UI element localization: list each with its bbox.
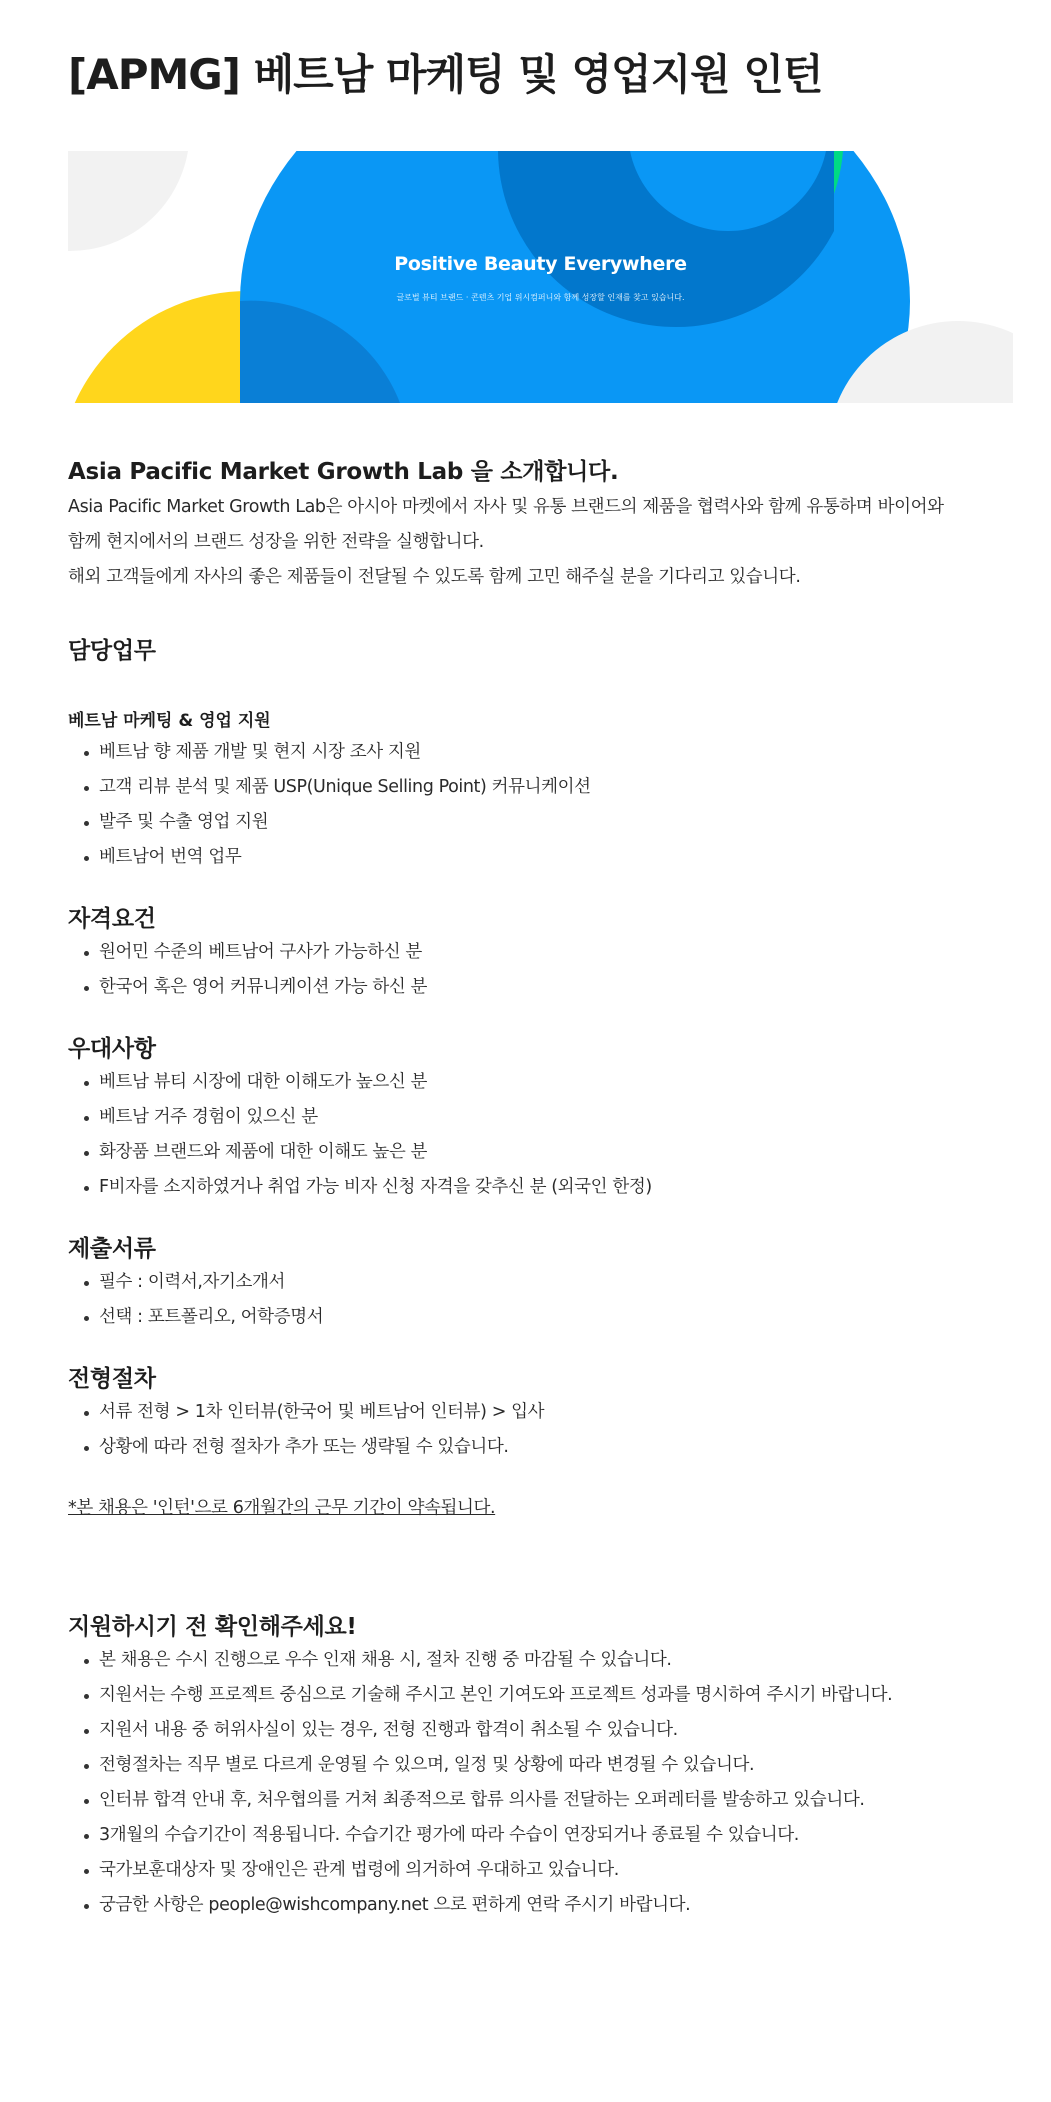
list-item: 베트남어 번역 업무 xyxy=(82,840,983,875)
list-item: F비자를 소지하였거나 취업 가능 비자 신청 자격을 갖추신 분 (외국인 한정) xyxy=(82,1170,983,1205)
intro-line: 함께 현지에서의 브랜드 성장을 위한 전략을 실행합니다. xyxy=(68,532,484,552)
list-item: 상황에 따라 전형 절차가 추가 또는 생략될 수 있습니다. xyxy=(82,1430,983,1465)
page-title: [APMG] 베트남 마케팅 및 영업지원 인턴 xyxy=(68,50,823,99)
banner-graphic xyxy=(68,151,1013,403)
list-item: 전형절차는 직무 별로 다르게 운영될 수 있으며, 일정 및 상황에 따라 변경될 수 있습니다. xyxy=(82,1748,983,1783)
list-item: 궁금한 사항은 people@wishcompany.net 으로 편하게 연락 주시기 바랍니다. xyxy=(82,1888,983,1923)
intro-line: 해외 고객들에게 자사의 좋은 제품들이 전달될 수 있도록 함께 고민 해주실 분을 기다리고 있습니다. xyxy=(68,567,801,587)
list-item: 지원서 내용 중 허위사실이 있는 경우, 전형 진행과 합격이 취소될 수 있습니다. xyxy=(82,1713,983,1748)
documents-list xyxy=(68,1265,983,1335)
list-item: 원어민 수준의 베트남어 구사가 가능하신 분 xyxy=(82,935,983,970)
list-item: 베트남 뷰티 시장에 대한 이해도가 높으신 분 xyxy=(82,1065,983,1100)
qualifications-title: 자격요건 xyxy=(68,906,156,932)
list-item: 국가보훈대상자 및 장애인은 관계 법령에 의거하여 우대하고 있습니다. xyxy=(82,1853,983,1888)
banner-subline: 글로벌 뷰티 브랜드 · 콘텐츠 기업 위시컴퍼니와 함께 성장할 인재를 찾고 있습니다. xyxy=(396,293,685,302)
checklist-title: 지원하시기 전 확인해주세요! xyxy=(68,1614,357,1640)
intro-paragraph xyxy=(68,490,983,595)
documents-title: 제출서류 xyxy=(68,1236,156,1262)
list-item: 인터뷰 합격 안내 후, 처우협의를 거쳐 최종적으로 합류 의사를 전달하는 오퍼레터를 발송하고 있습니다. xyxy=(82,1783,983,1818)
duties-subtitle: 베트남 마케팅 & 영업 지원 xyxy=(68,711,271,731)
list-item: 베트남 거주 경험이 있으신 분 xyxy=(82,1100,983,1135)
intern-notice: *본 채용은 '인턴'으로 6개월간의 근무 기간이 약속됩니다. xyxy=(68,1498,496,1518)
checklist-list xyxy=(68,1643,983,1923)
list-item: 베트남 향 제품 개발 및 현지 시장 조사 지원 xyxy=(82,735,983,770)
list-item: 3개월의 수습기간이 적용됩니다. 수습기간 평가에 따라 수습이 연장되거나 종료될 수 있습니다. xyxy=(82,1818,983,1853)
list-item: 고객 리뷰 분석 및 제품 USP(Unique Selling Point) 커뮤니케이션 xyxy=(82,770,983,805)
hero-banner xyxy=(68,151,1013,403)
process-list xyxy=(68,1395,983,1465)
list-item: 서류 전형 > 1차 인터뷰(한국어 및 베트남어 인터뷰) > 입사 xyxy=(82,1395,983,1430)
list-item: 화장품 브랜드와 제품에 대한 이해도 높은 분 xyxy=(82,1135,983,1170)
list-item: 한국어 혹은 영어 커뮤니케이션 가능 하신 분 xyxy=(82,970,983,1005)
list-item: 지원서는 수행 프로젝트 중심으로 기술해 주시고 본인 기여도와 프로젝트 성과를 명시하여 주시기 바랍니다. xyxy=(82,1678,983,1713)
list-item: 필수 : 이력서,자기소개서 xyxy=(82,1265,983,1300)
list-item: 선택 : 포트폴리오, 어학증명서 xyxy=(82,1300,983,1335)
qualifications-list xyxy=(68,935,983,1005)
process-title: 전형절차 xyxy=(68,1366,156,1392)
banner-headline: Positive Beauty Everywhere xyxy=(394,253,687,275)
duties-list xyxy=(68,735,983,875)
list-item: 본 채용은 수시 진행으로 우수 인재 채용 시, 절차 진행 중 마감될 수 있습니다. xyxy=(82,1643,983,1678)
intro-line: Asia Pacific Market Growth Lab은 아시아 마켓에서 자사 및 유통 브랜드의 제품을 협력사와 함께 유통하며 바이어와 xyxy=(68,497,944,517)
preferences-title: 우대사항 xyxy=(68,1036,156,1062)
duties-title: 담당업무 xyxy=(68,638,156,664)
list-item: 발주 및 수출 영업 지원 xyxy=(82,805,983,840)
preferences-list xyxy=(68,1065,983,1205)
intro-title: Asia Pacific Market Growth Lab 을 소개합니다. xyxy=(68,459,619,485)
